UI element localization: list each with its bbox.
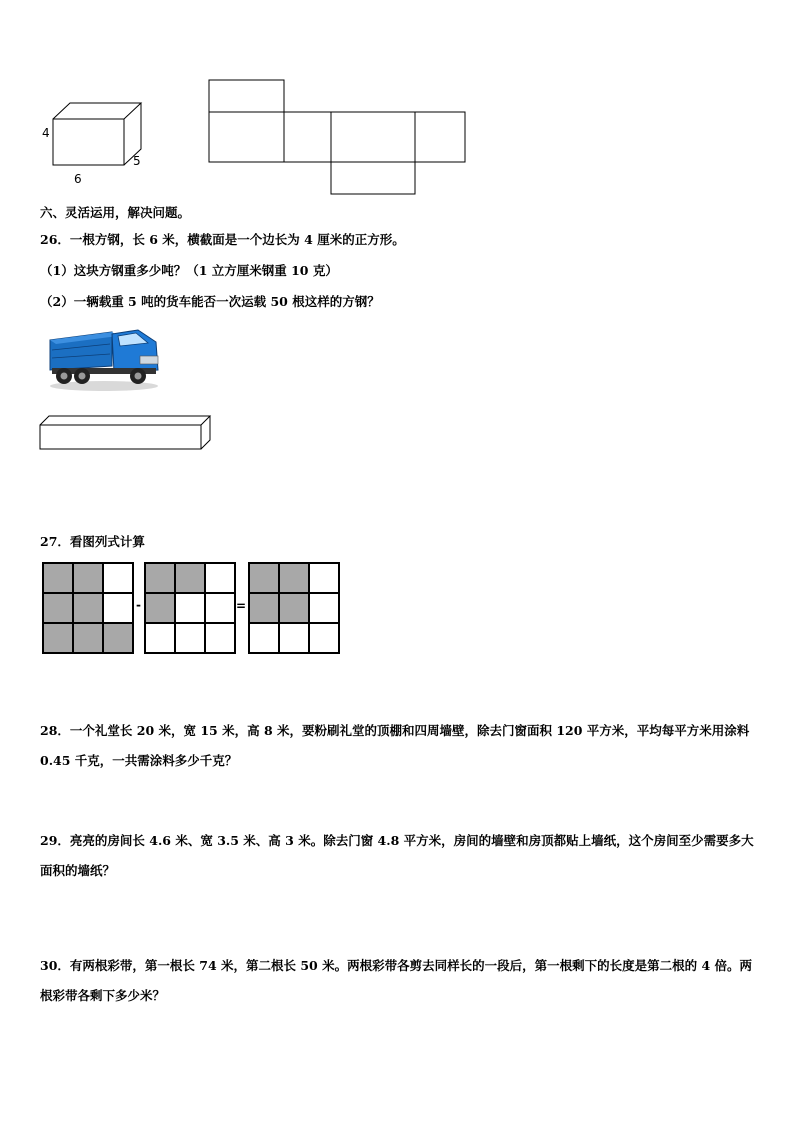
shaded-cell <box>103 623 133 653</box>
shaded-cell <box>145 563 175 593</box>
steel-bar-figure <box>38 412 214 452</box>
blank-cell <box>309 563 339 593</box>
blank-cell <box>249 623 279 653</box>
cuboid-length-label: 6 <box>74 172 82 186</box>
blank-cell <box>205 563 235 593</box>
blank-cell <box>103 593 133 623</box>
q30-text: 30．有两根彩带，第一根长 74 米，第二根长 50 米。两根彩带各剪去同样长的一段后，第一根剩下的长度是第二根的 4 倍。两根彩带各剩下多少米？ <box>40 958 752 1003</box>
truck-image <box>48 326 160 392</box>
shaded-cell <box>73 593 103 623</box>
blank-cell <box>309 593 339 623</box>
shaded-cell <box>279 593 309 623</box>
blank-cell <box>175 593 205 623</box>
minus-sign: - <box>136 598 141 612</box>
blank-cell <box>205 623 235 653</box>
shaded-cell <box>43 593 73 623</box>
q28-text: 28．一个礼堂长 20 米，宽 15 米，高 8 米，要粉刷礼堂的顶棚和四周墙壁，除去门窗面积 120 平方米，平均每平方米用涂料 0.45 千克，一共需涂料多少千克？ <box>40 723 750 768</box>
q26-stem: 26．一根方钢，长 6 米，横截面是一个边长为 4 厘米的正方形。 <box>40 232 405 247</box>
cuboid-height-label: 4 <box>42 126 50 140</box>
shaded-cell <box>175 563 205 593</box>
blank-cell <box>279 623 309 653</box>
shaded-cell <box>43 623 73 653</box>
blank-cell <box>145 623 175 653</box>
cuboid-figure <box>38 98 148 170</box>
blank-cell <box>309 623 339 653</box>
shaded-cell <box>249 563 279 593</box>
cuboid-net-figure <box>208 79 468 197</box>
shaded-cell <box>73 563 103 593</box>
blank-cell <box>103 563 133 593</box>
equals-sign: = <box>236 599 247 613</box>
blank-cell <box>175 623 205 653</box>
q29-text: 29．亮亮的房间长 4.6 米、宽 3.5 米、高 3 米。除去门窗 4.8 平方米，房间的墙壁和房顶都贴上墙纸，这个房间至少需要多大面积的墙纸？ <box>40 833 754 878</box>
blank-cell <box>205 593 235 623</box>
q26-part2: （2）一辆载重 5 吨的货车能否一次运载 50 根这样的方钢？ <box>40 294 380 309</box>
shaded-cell <box>279 563 309 593</box>
q26-part1: （1）这块方钢重多少吨？（1 立方厘米钢重 10 克） <box>40 263 338 278</box>
shaded-cell <box>73 623 103 653</box>
shaded-cell <box>145 593 175 623</box>
cuboid-width-label: 5 <box>133 154 141 168</box>
shaded-cell <box>43 563 73 593</box>
fraction-grid-2 <box>144 562 236 654</box>
fraction-grid-1 <box>42 562 134 654</box>
fraction-grid-3 <box>248 562 340 654</box>
shaded-cell <box>249 593 279 623</box>
section-heading: 六、灵活运用，解决问题。 <box>40 205 191 220</box>
q27-stem: 27．看图列式计算 <box>40 534 145 549</box>
